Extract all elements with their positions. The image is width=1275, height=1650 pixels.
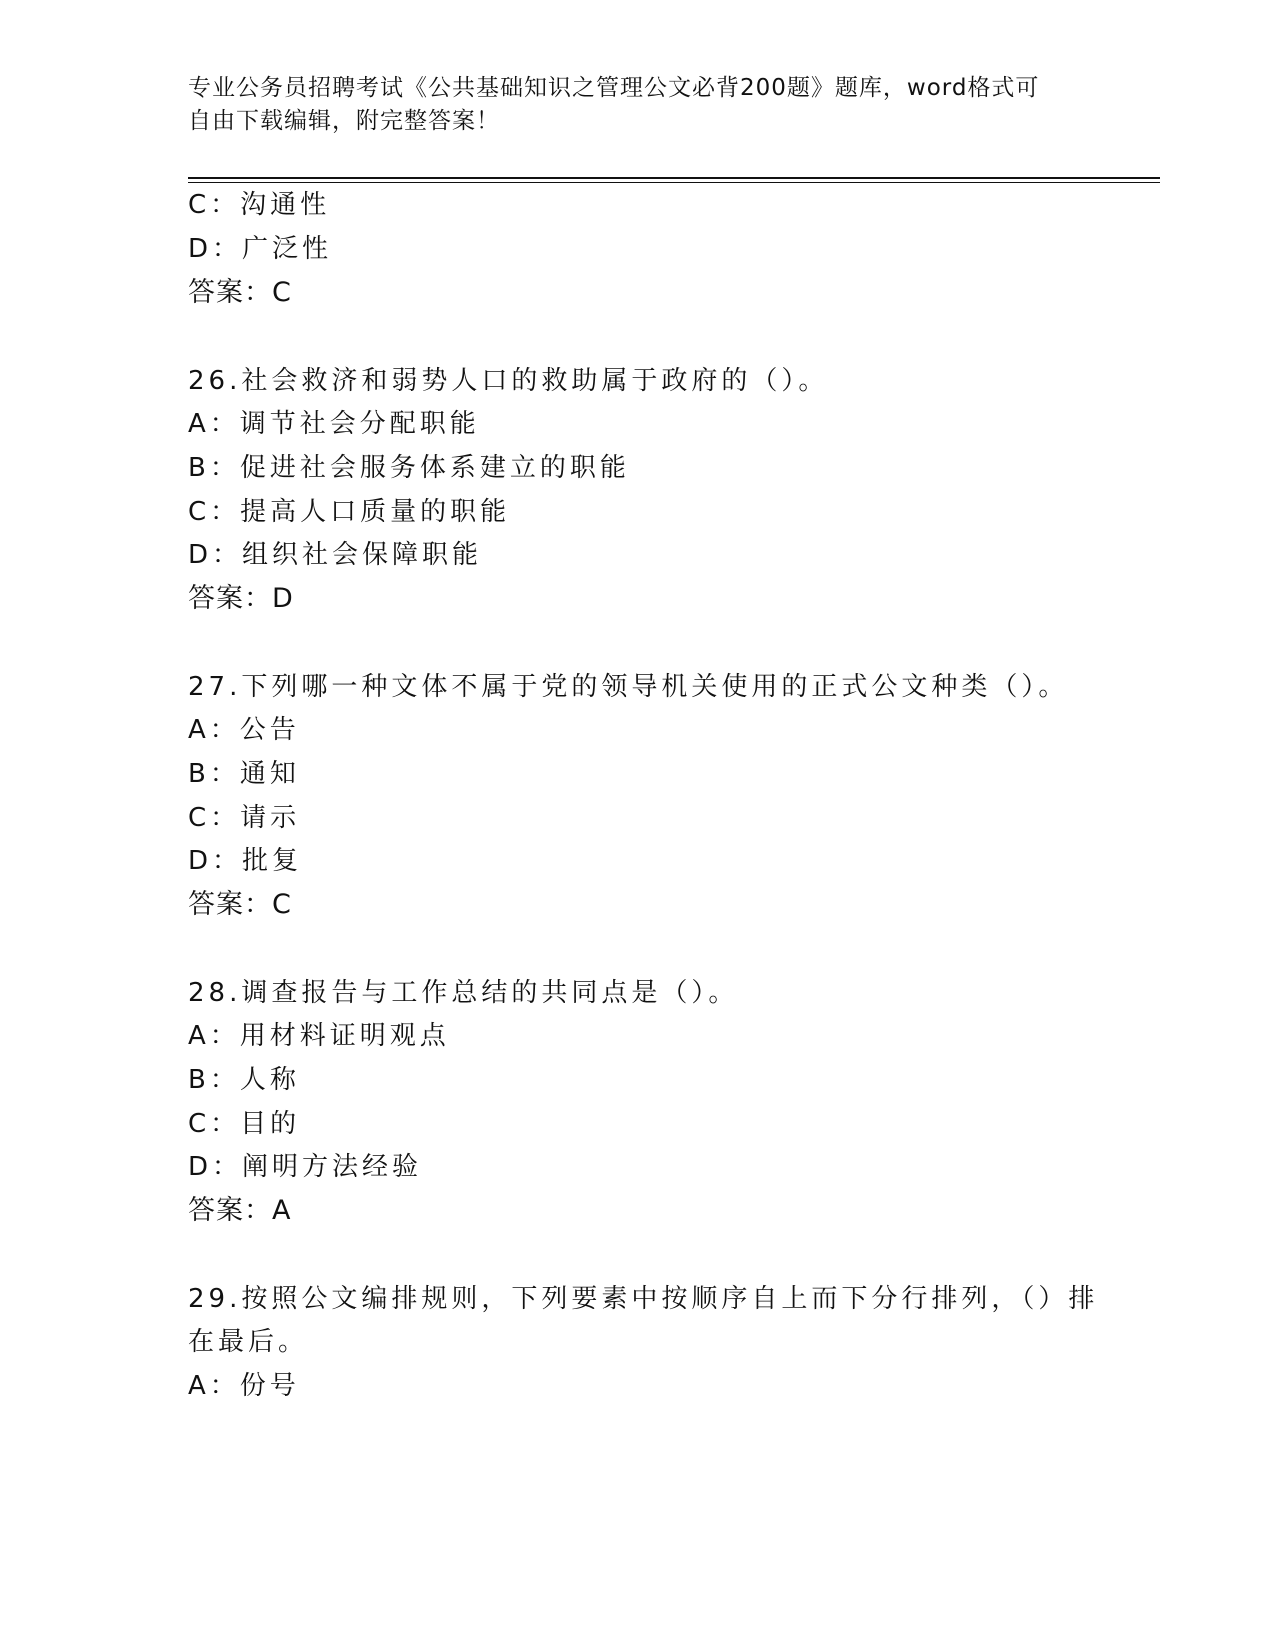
answer-line: 答案：C [188,277,292,308]
option-a: A：份号 [188,1371,300,1401]
header-line-1: 专业公务员招聘考试《公共基础知识之管理公文必背200题》题库，word格式可 [188,75,1040,101]
header-divider-thick [188,177,1160,179]
answer-line: 答案：A [188,1195,292,1226]
option-b: B：通知 [188,759,300,789]
document-header [188,72,1088,138]
header-divider-thin [188,182,1160,183]
option-a: A：用材料证明观点 [188,1021,450,1051]
option-b: B：促进社会服务体系建立的职能 [188,453,630,483]
option-a: A：调节社会分配职能 [188,409,480,439]
option-d: D：组织社会保障职能 [188,540,483,570]
option-a: A：公告 [188,715,300,745]
question-29: 29.按照公文编排规则，下列要素中按顺序自上而下分行排列，（）排 [188,1284,1099,1314]
option-d: D：广泛性 [188,234,333,264]
question-27: 27.下列哪一种文体不属于党的领导机关使用的正式公文种类（）。 [188,672,1069,702]
option-c: C：目的 [188,1109,301,1139]
option-b: B：人称 [188,1065,300,1095]
option-c: C：提高人口质量的职能 [188,497,511,527]
answer-line: 答案：C [188,889,292,920]
option-d: D：批复 [188,846,303,876]
answer-line: 答案：D [188,583,294,614]
option-d: D：阐明方法经验 [188,1152,423,1182]
option-c: C：沟通性 [188,190,331,220]
question-29-continued: 在最后。 [188,1327,309,1357]
question-28: 28.调查报告与工作总结的共同点是（）。 [188,978,739,1008]
header-line-2: 自由下载编辑，附完整答案！ [188,108,500,134]
question-26: 26.社会救济和弱势人口的救助属于政府的（）。 [188,366,829,396]
option-c: C：请示 [188,803,301,833]
